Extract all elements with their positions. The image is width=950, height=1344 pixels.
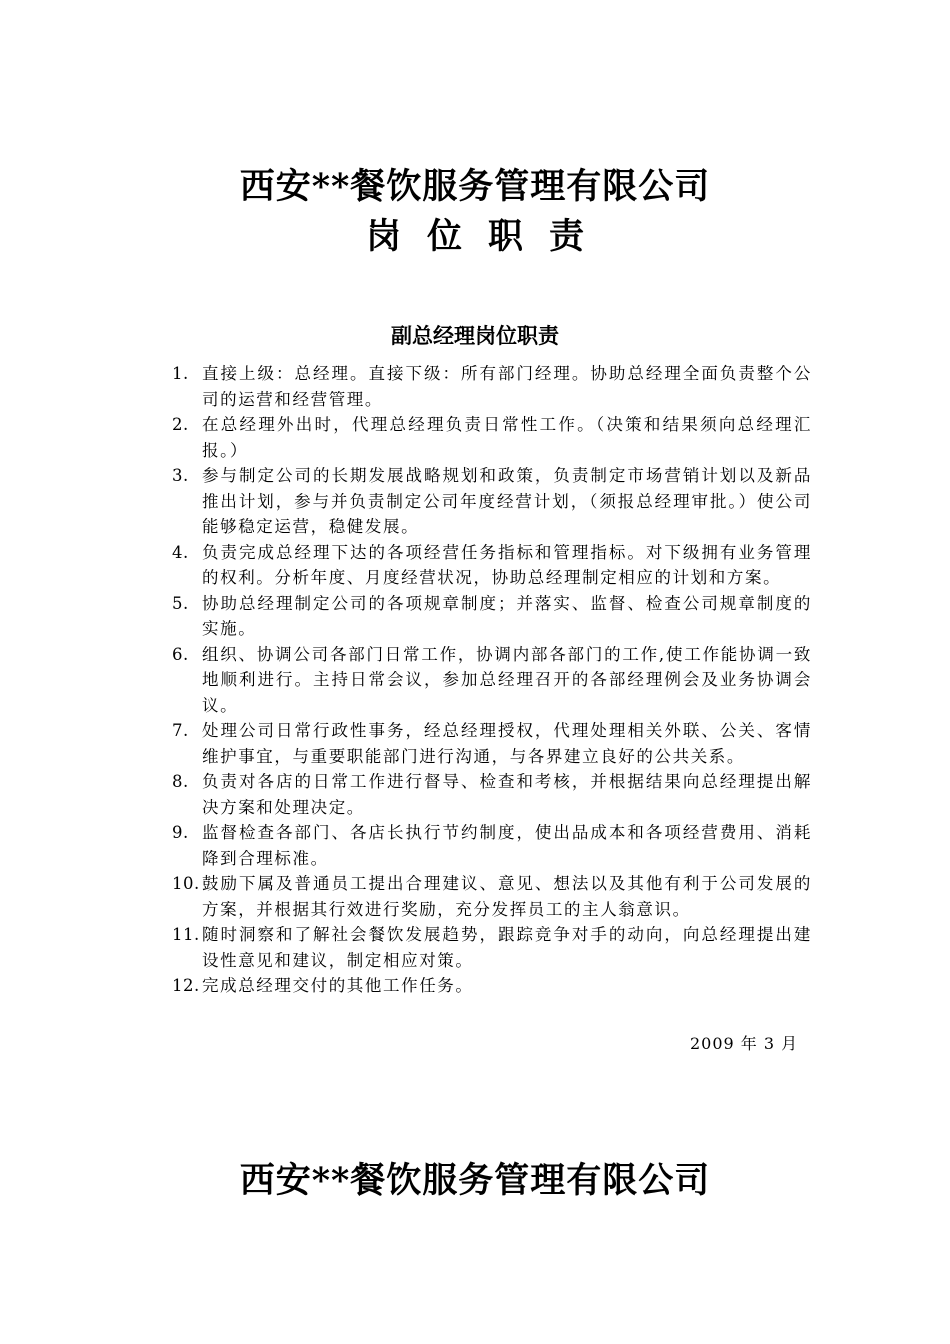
duty-item bbox=[172, 463, 812, 540]
duty-item bbox=[172, 591, 812, 642]
duty-text: 直接上级：总经理。直接下级：所有部门经理。协助总经理全面负责整个公司的运营和经营管理。 bbox=[202, 364, 812, 409]
duty-text: 组织、协调公司各部门日常工作，协调内部各部门的工作,使工作能协调一致地顺利进行。主持日常会议，参加总经理召开的各部经理例会及业务协调会议。 bbox=[202, 644, 812, 715]
duty-number: 7. bbox=[172, 721, 189, 740]
section-heading: 副总经理岗位职责 bbox=[391, 323, 559, 348]
duty-text: 协助总经理制定公司的各项规章制度；并落实、监督、检查公司规章制度的实施。 bbox=[202, 593, 812, 638]
duty-number: 12. bbox=[172, 976, 200, 995]
duty-item bbox=[172, 540, 812, 591]
duty-text: 监督检查各部门、各店长执行节约制度，使出品成本和各项经营费用、消耗降到合理标准。 bbox=[202, 823, 812, 868]
duty-text: 完成总经理交付的其他工作任务。 bbox=[202, 976, 474, 995]
duty-text: 在总经理外出时，代理总经理负责日常性工作。（决策和结果须向总经理汇报。） bbox=[202, 415, 812, 460]
duty-number: 2. bbox=[172, 415, 189, 434]
duty-item bbox=[172, 769, 812, 820]
duty-text: 参与制定公司的长期发展战略规划和政策，负责制定市场营销计划以及新品推出计划，参与并负责制定公司年度经营计划，（须报总经理审批。）使公司能够稳定运营，稳健发展。 bbox=[202, 466, 812, 536]
duty-number: 10. bbox=[172, 874, 200, 893]
document-title bbox=[0, 217, 950, 257]
duty-text: 随时洞察和了解社会餐饮发展趋势，跟踪竞争对手的动向，向总经理提出建设性意见和建议，制定相应对策。 bbox=[202, 925, 812, 970]
duty-item bbox=[172, 361, 812, 412]
duty-item bbox=[172, 820, 812, 871]
document-title-char: 岗 bbox=[365, 216, 401, 257]
company-title: 西安**餐饮服务管理有限公司 bbox=[239, 166, 711, 207]
duty-item bbox=[172, 412, 812, 463]
duty-item bbox=[172, 718, 812, 769]
duty-number: 4. bbox=[172, 542, 189, 562]
duty-number: 3. bbox=[172, 466, 189, 485]
duty-item bbox=[172, 642, 812, 719]
duty-number: 5. bbox=[172, 593, 189, 613]
duty-text: 负责对各店的日常工作进行督导、检查和考核，并根据结果向总经理提出解决方案和处理决定。 bbox=[202, 772, 812, 817]
duty-list bbox=[172, 361, 812, 999]
duty-text: 负责完成总经理下达的各项经营任务指标和管理指标。对下级拥有业务管理的权利。分析年度、月度经营状况，协助总经理制定相应的计划和方案。 bbox=[202, 542, 812, 587]
duty-item bbox=[172, 922, 812, 973]
duty-item bbox=[172, 973, 812, 999]
document-title-char: 职 bbox=[488, 216, 524, 257]
duty-number: 9. bbox=[172, 823, 189, 842]
duty-number: 6. bbox=[172, 644, 189, 664]
duty-number: 11. bbox=[172, 925, 200, 944]
document-date: 2009 年 3 月 bbox=[690, 1034, 799, 1053]
duty-text: 处理公司日常行政性事务，经总经理授权，代理处理相关外联、公关、客情维护事宜，与重要职能部门进行沟通，与各界建立良好的公共关系。 bbox=[202, 721, 812, 766]
document-title-char: 位 bbox=[426, 216, 462, 257]
duty-number: 1. bbox=[172, 364, 189, 383]
duty-item bbox=[172, 871, 812, 922]
duty-number: 8. bbox=[172, 772, 189, 791]
next-page-company-title: 西安**餐饮服务管理有限公司 bbox=[239, 1160, 711, 1201]
document-title-char: 责 bbox=[549, 216, 585, 257]
duty-text: 鼓励下属及普通员工提出合理建议、意见、想法以及其他有利于公司发展的方案，并根据其行效进行奖励，充分发挥员工的主人翁意识。 bbox=[202, 874, 812, 919]
